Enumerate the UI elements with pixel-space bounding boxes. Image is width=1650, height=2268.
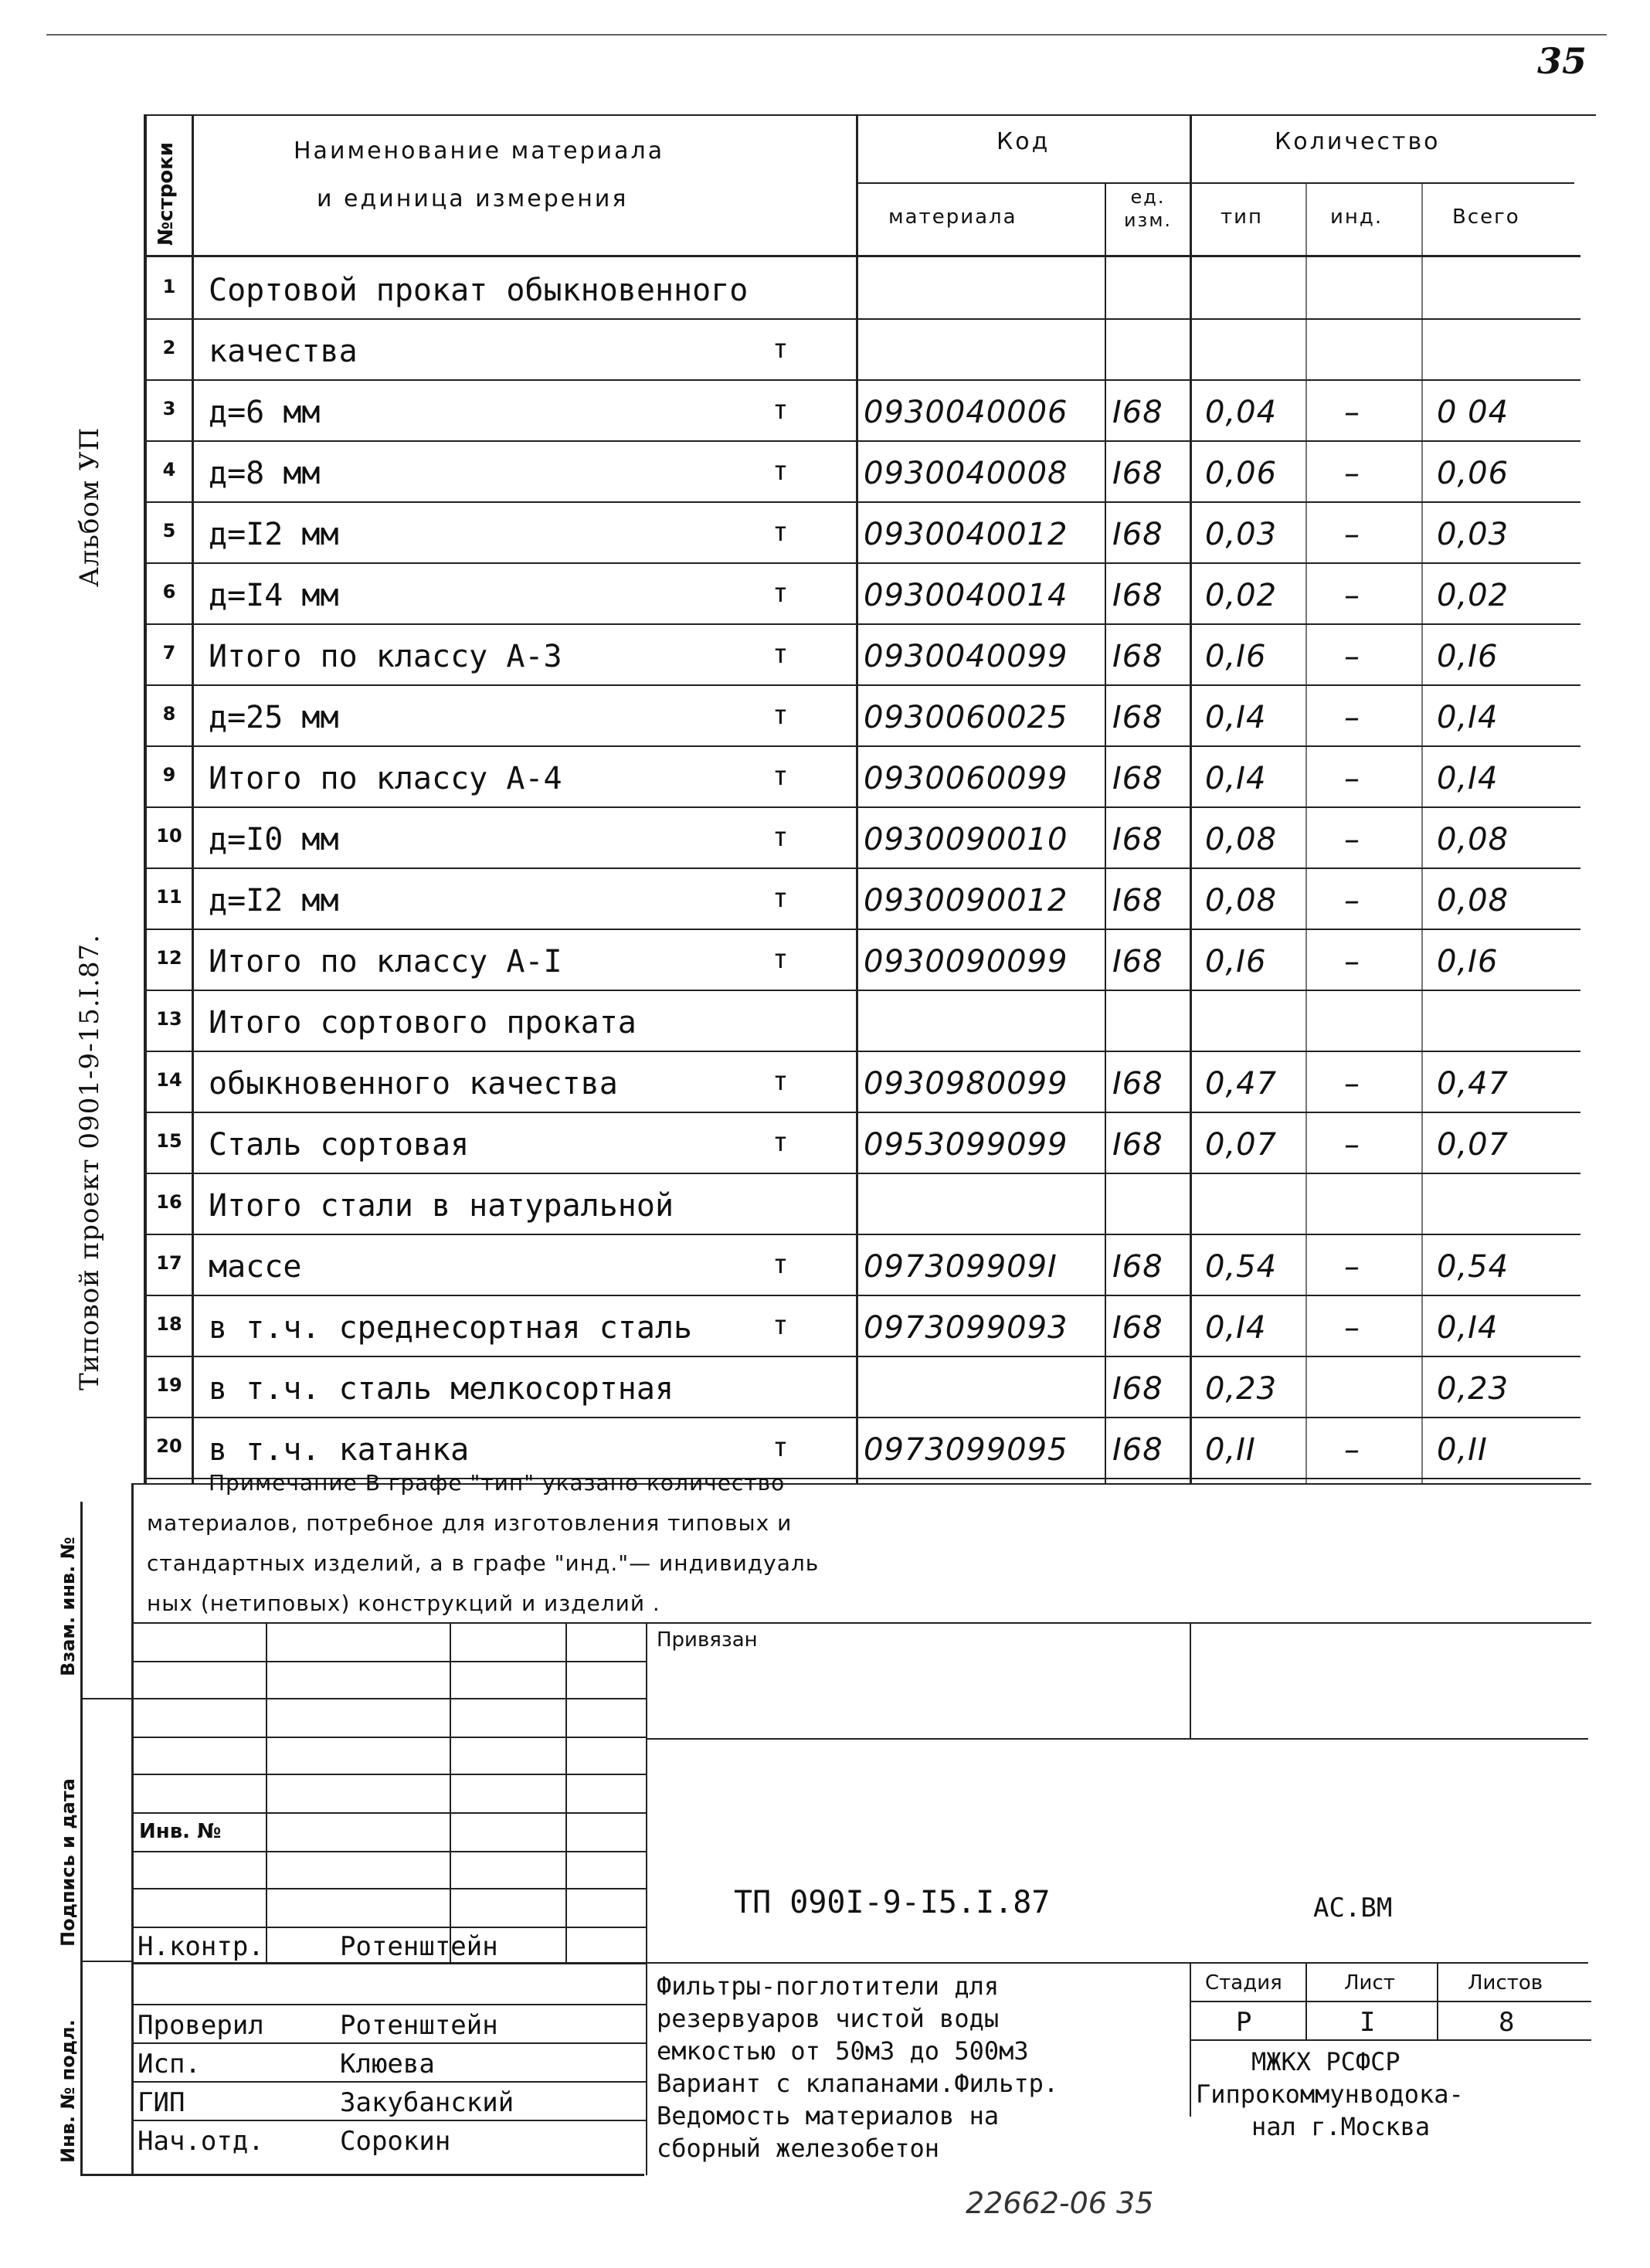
cell-n: 16: [156, 1191, 182, 1213]
cell-name: в т.ч. среднесортная сталь: [209, 1310, 693, 1346]
staff-role-0: Н.контр.: [138, 1931, 264, 1962]
cell-n: 1: [162, 276, 176, 297]
cell-ed: I68: [1112, 1310, 1163, 1346]
cell-unit: т: [772, 944, 789, 975]
cell-total: 0,54: [1437, 1249, 1509, 1285]
inv-podl-label: Инв. № подл.: [57, 2019, 79, 2163]
cell-typ: 0,I4: [1205, 1310, 1267, 1346]
cell-code: 0930980099: [864, 1066, 1068, 1102]
cell-ed: I68: [1112, 456, 1163, 491]
sheets-label: Листов: [1468, 1971, 1543, 1995]
row-number-header: №строки: [154, 141, 178, 246]
cell-code: 0930060025: [864, 700, 1068, 735]
cell-name: Итого по классу А-I: [209, 944, 562, 980]
cell-ind: –: [1344, 883, 1360, 918]
cell-name: в т.ч. катанка: [209, 1432, 470, 1468]
cell-name: д=I0 мм: [209, 822, 339, 857]
cell-ind: –: [1344, 700, 1360, 735]
cell-n: 5: [162, 520, 176, 542]
cell-name: Сталь сортовая: [209, 1127, 470, 1163]
note-line-1: Примечание В графе "тип" указано количество: [209, 1470, 786, 1496]
cell-ed: I68: [1112, 700, 1163, 735]
cell-typ: 0,08: [1205, 822, 1278, 857]
cell-unit: т: [772, 639, 789, 670]
cell-n: 18: [156, 1313, 182, 1335]
stage-label: Стадия: [1205, 1971, 1282, 1995]
cell-unit: т: [772, 456, 789, 487]
cell-unit: т: [772, 395, 789, 426]
cell-typ: 0,08: [1205, 883, 1278, 918]
cell-total: 0,03: [1437, 517, 1509, 552]
cell-unit: т: [772, 1127, 789, 1158]
cell-total: 0,I6: [1437, 639, 1499, 674]
cell-ind: –: [1344, 578, 1360, 613]
cell-n: 13: [156, 1008, 182, 1030]
cell-name: д=I2 мм: [209, 517, 339, 552]
stage-value: Р: [1236, 2007, 1252, 2038]
cell-unit: т: [772, 1432, 789, 1463]
org-line-2: Гипрокоммунводока-: [1196, 2080, 1464, 2109]
note-line-4: ных (нетиповых) конструкций и изделий .: [147, 1591, 660, 1616]
section-code: АС.ВМ: [1313, 1893, 1393, 1923]
material-header: материала: [888, 205, 1017, 229]
cell-ed: I68: [1112, 1249, 1163, 1285]
cell-n: 4: [162, 459, 176, 480]
title-line-6: сборный железобетон: [657, 2134, 940, 2163]
cell-code: 0930040014: [864, 578, 1068, 613]
cell-name: в т.ч. сталь мелкосортная: [209, 1371, 674, 1407]
cell-code: 0930060099: [864, 761, 1068, 796]
cell-code: 0973099095: [864, 1432, 1068, 1468]
code-header: Код: [996, 128, 1051, 155]
cell-ed: I68: [1112, 1127, 1163, 1163]
privyazan-label: Привязан: [657, 1628, 758, 1652]
page-number: 35: [1537, 40, 1587, 82]
cell-code: 0930090012: [864, 883, 1068, 918]
cell-total: 0,06: [1437, 456, 1509, 491]
cell-total: 0,I6: [1437, 944, 1499, 980]
title-line-2: резервуаров чистой воды: [657, 2004, 1000, 2033]
cell-typ: 0,I6: [1205, 639, 1267, 674]
cell-name: д=25 мм: [209, 700, 339, 735]
cell-unit: т: [772, 517, 789, 548]
cell-unit: т: [772, 578, 789, 609]
footer-number: 22662-06 35: [966, 2186, 1154, 2220]
name-header-2: и единица измерения: [317, 185, 629, 212]
cell-ed: I68: [1112, 1066, 1163, 1102]
cell-typ: 0,I4: [1205, 761, 1267, 796]
cell-ed: I68: [1112, 578, 1163, 613]
cell-code: 0930040006: [864, 395, 1068, 430]
cell-ed: I68: [1112, 822, 1163, 857]
sheet-label: Лист: [1344, 1971, 1395, 1995]
cell-total: 0,08: [1437, 822, 1509, 857]
cell-ind: –: [1344, 1066, 1360, 1102]
cell-ed: I68: [1112, 761, 1163, 796]
doc-code: ТП 090I-9-I5.I.87: [734, 1885, 1051, 1920]
title-line-3: емкостью от 50м3 до 500м3: [657, 2036, 1029, 2066]
note-line-3: стандартных изделий, а в графе "инд."— индивидуаль: [147, 1550, 820, 1576]
cell-name: Итого по классу А-4: [209, 761, 562, 796]
cell-total: 0,I4: [1437, 1310, 1499, 1346]
cell-n: 10: [156, 825, 182, 847]
cell-ind: –: [1344, 639, 1360, 674]
staff-name-1: Ротенштейн: [340, 2010, 498, 2041]
cell-typ: 0,03: [1205, 517, 1278, 552]
cell-unit: т: [772, 1310, 789, 1341]
cell-typ: 0,23: [1205, 1371, 1278, 1407]
cell-name: Итого по классу А-3: [209, 639, 562, 674]
cell-n: 2: [162, 337, 176, 358]
cell-total: 0,47: [1437, 1066, 1509, 1102]
album-label: Альбом УП: [74, 426, 105, 587]
cell-ind: –: [1344, 1310, 1360, 1346]
cell-ind: –: [1344, 1127, 1360, 1163]
cell-ind: –: [1344, 1249, 1360, 1285]
cell-code: 0953099099: [864, 1127, 1068, 1163]
staff-role-3: ГИП: [138, 2087, 185, 2118]
project-label: Типовой проект 0901-9-15.I.87.: [74, 934, 105, 1390]
title-line-1: Фильтры-поглотители для: [657, 1971, 1000, 2001]
cell-unit: т: [772, 761, 789, 792]
inv-no-label: Инв. №: [139, 1820, 222, 1843]
cell-n: 15: [156, 1130, 182, 1152]
cell-name: Сортовой прокат обыкновенного: [209, 273, 749, 308]
cell-typ: 0,02: [1205, 578, 1278, 613]
cell-n: 17: [156, 1252, 182, 1274]
cell-code: 0973099093: [864, 1310, 1068, 1346]
title-line-5: Ведомость материалов на: [657, 2101, 1000, 2130]
cell-code: 0930040099: [864, 639, 1068, 674]
cell-total: 0,02: [1437, 578, 1509, 613]
cell-code: 0930040012: [864, 517, 1068, 552]
staff-name-3: Закубанский: [340, 2087, 514, 2118]
cell-typ: 0,06: [1205, 456, 1278, 491]
cell-total: 0 04: [1437, 395, 1509, 430]
cell-name: д=I4 мм: [209, 578, 339, 613]
sheets-value: 8: [1499, 2007, 1515, 2038]
cell-total: 0,23: [1437, 1371, 1509, 1407]
cell-unit: т: [772, 1249, 789, 1280]
signature-date-label: Подпись и дата: [57, 1778, 79, 1947]
cell-n: 6: [162, 581, 176, 603]
cell-total: 0,I4: [1437, 761, 1499, 796]
title-line-4: Вариант с клапанами.Фильтр.: [657, 2069, 1059, 2098]
note-line-2: материалов, потребное для изготовления типовых и: [147, 1510, 793, 1536]
cell-name: д=6 мм: [209, 395, 321, 430]
cell-typ: 0,04: [1205, 395, 1278, 430]
cell-name: Итого стали в натуральной: [209, 1188, 674, 1224]
cell-unit: т: [772, 883, 789, 914]
cell-typ: 0,I4: [1205, 700, 1267, 735]
cell-name: массе: [209, 1249, 302, 1285]
cell-typ: 0,I6: [1205, 944, 1267, 980]
cell-ed: I68: [1112, 395, 1163, 430]
cell-code: 097309909I: [864, 1249, 1058, 1285]
cell-unit: т: [772, 822, 789, 853]
cell-ind: –: [1344, 761, 1360, 796]
cell-typ: 0,07: [1205, 1127, 1278, 1163]
staff-role-1: Проверил: [138, 2010, 264, 2041]
org-line-3: нал г.Москва: [1251, 2112, 1431, 2141]
cell-typ: 0,47: [1205, 1066, 1278, 1102]
cell-code: 0930090010: [864, 822, 1068, 857]
staff-name-0: Ротенштейн: [340, 1931, 498, 1962]
cell-ind: –: [1344, 517, 1360, 552]
cell-n: 3: [162, 398, 176, 419]
cell-code: 0930090099: [864, 944, 1068, 980]
cell-unit: т: [772, 700, 789, 731]
cell-n: 7: [162, 642, 176, 664]
cell-unit: т: [772, 1066, 789, 1097]
cell-total: 0,I4: [1437, 700, 1499, 735]
cell-name: д=I2 мм: [209, 883, 339, 918]
cell-n: 20: [156, 1435, 182, 1457]
cell-name: обыкновенного качества: [209, 1066, 618, 1102]
cell-ind: –: [1344, 456, 1360, 491]
top-rule: [46, 34, 1607, 36]
cell-total: 0,08: [1437, 883, 1509, 918]
cell-n: 12: [156, 947, 182, 969]
staff-name-2: Клюева: [340, 2049, 435, 2080]
cell-n: 9: [162, 764, 176, 786]
cell-ind: –: [1344, 944, 1360, 980]
vzam-inv-label: Взам. инв. №: [57, 1536, 79, 1676]
cell-ed: I68: [1112, 639, 1163, 674]
typ-header: тип: [1221, 205, 1264, 229]
cell-ind: –: [1344, 822, 1360, 857]
org-line-1: МЖКХ РСФСР: [1251, 2047, 1400, 2076]
cell-name: качества: [209, 334, 358, 369]
cell-n: 8: [162, 703, 176, 725]
staff-role-2: Исп.: [138, 2049, 201, 2080]
cell-ed: I68: [1112, 1432, 1163, 1468]
cell-n: 11: [156, 886, 182, 908]
cell-name: Итого сортового проката: [209, 1005, 637, 1041]
cell-ed: I68: [1112, 944, 1163, 980]
cell-total: 0,07: [1437, 1127, 1509, 1163]
cell-n: 14: [156, 1069, 182, 1091]
cell-name: д=8 мм: [209, 456, 321, 491]
staff-name-4: Сорокин: [340, 2126, 451, 2157]
cell-typ: 0,II: [1205, 1432, 1256, 1468]
cell-typ: 0,54: [1205, 1249, 1278, 1285]
cell-unit: т: [772, 334, 789, 365]
cell-total: 0,II: [1437, 1432, 1488, 1468]
sheet-value: I: [1360, 2007, 1376, 2038]
quantity-header: Количество: [1275, 128, 1441, 155]
cell-ind: –: [1344, 1432, 1360, 1468]
staff-role-4: Нач.отд.: [138, 2126, 264, 2157]
cell-ind: –: [1344, 395, 1360, 430]
ind-header: инд.: [1330, 205, 1383, 229]
cell-ed: I68: [1112, 517, 1163, 552]
cell-ed: I68: [1112, 1371, 1163, 1407]
total-header: Всего: [1452, 205, 1520, 229]
unit-header: ед. изм.: [1123, 186, 1173, 231]
name-header-1: Наименование материала: [294, 138, 665, 165]
cell-n: 19: [156, 1374, 182, 1396]
cell-code: 0930040008: [864, 456, 1068, 491]
cell-ed: I68: [1112, 883, 1163, 918]
